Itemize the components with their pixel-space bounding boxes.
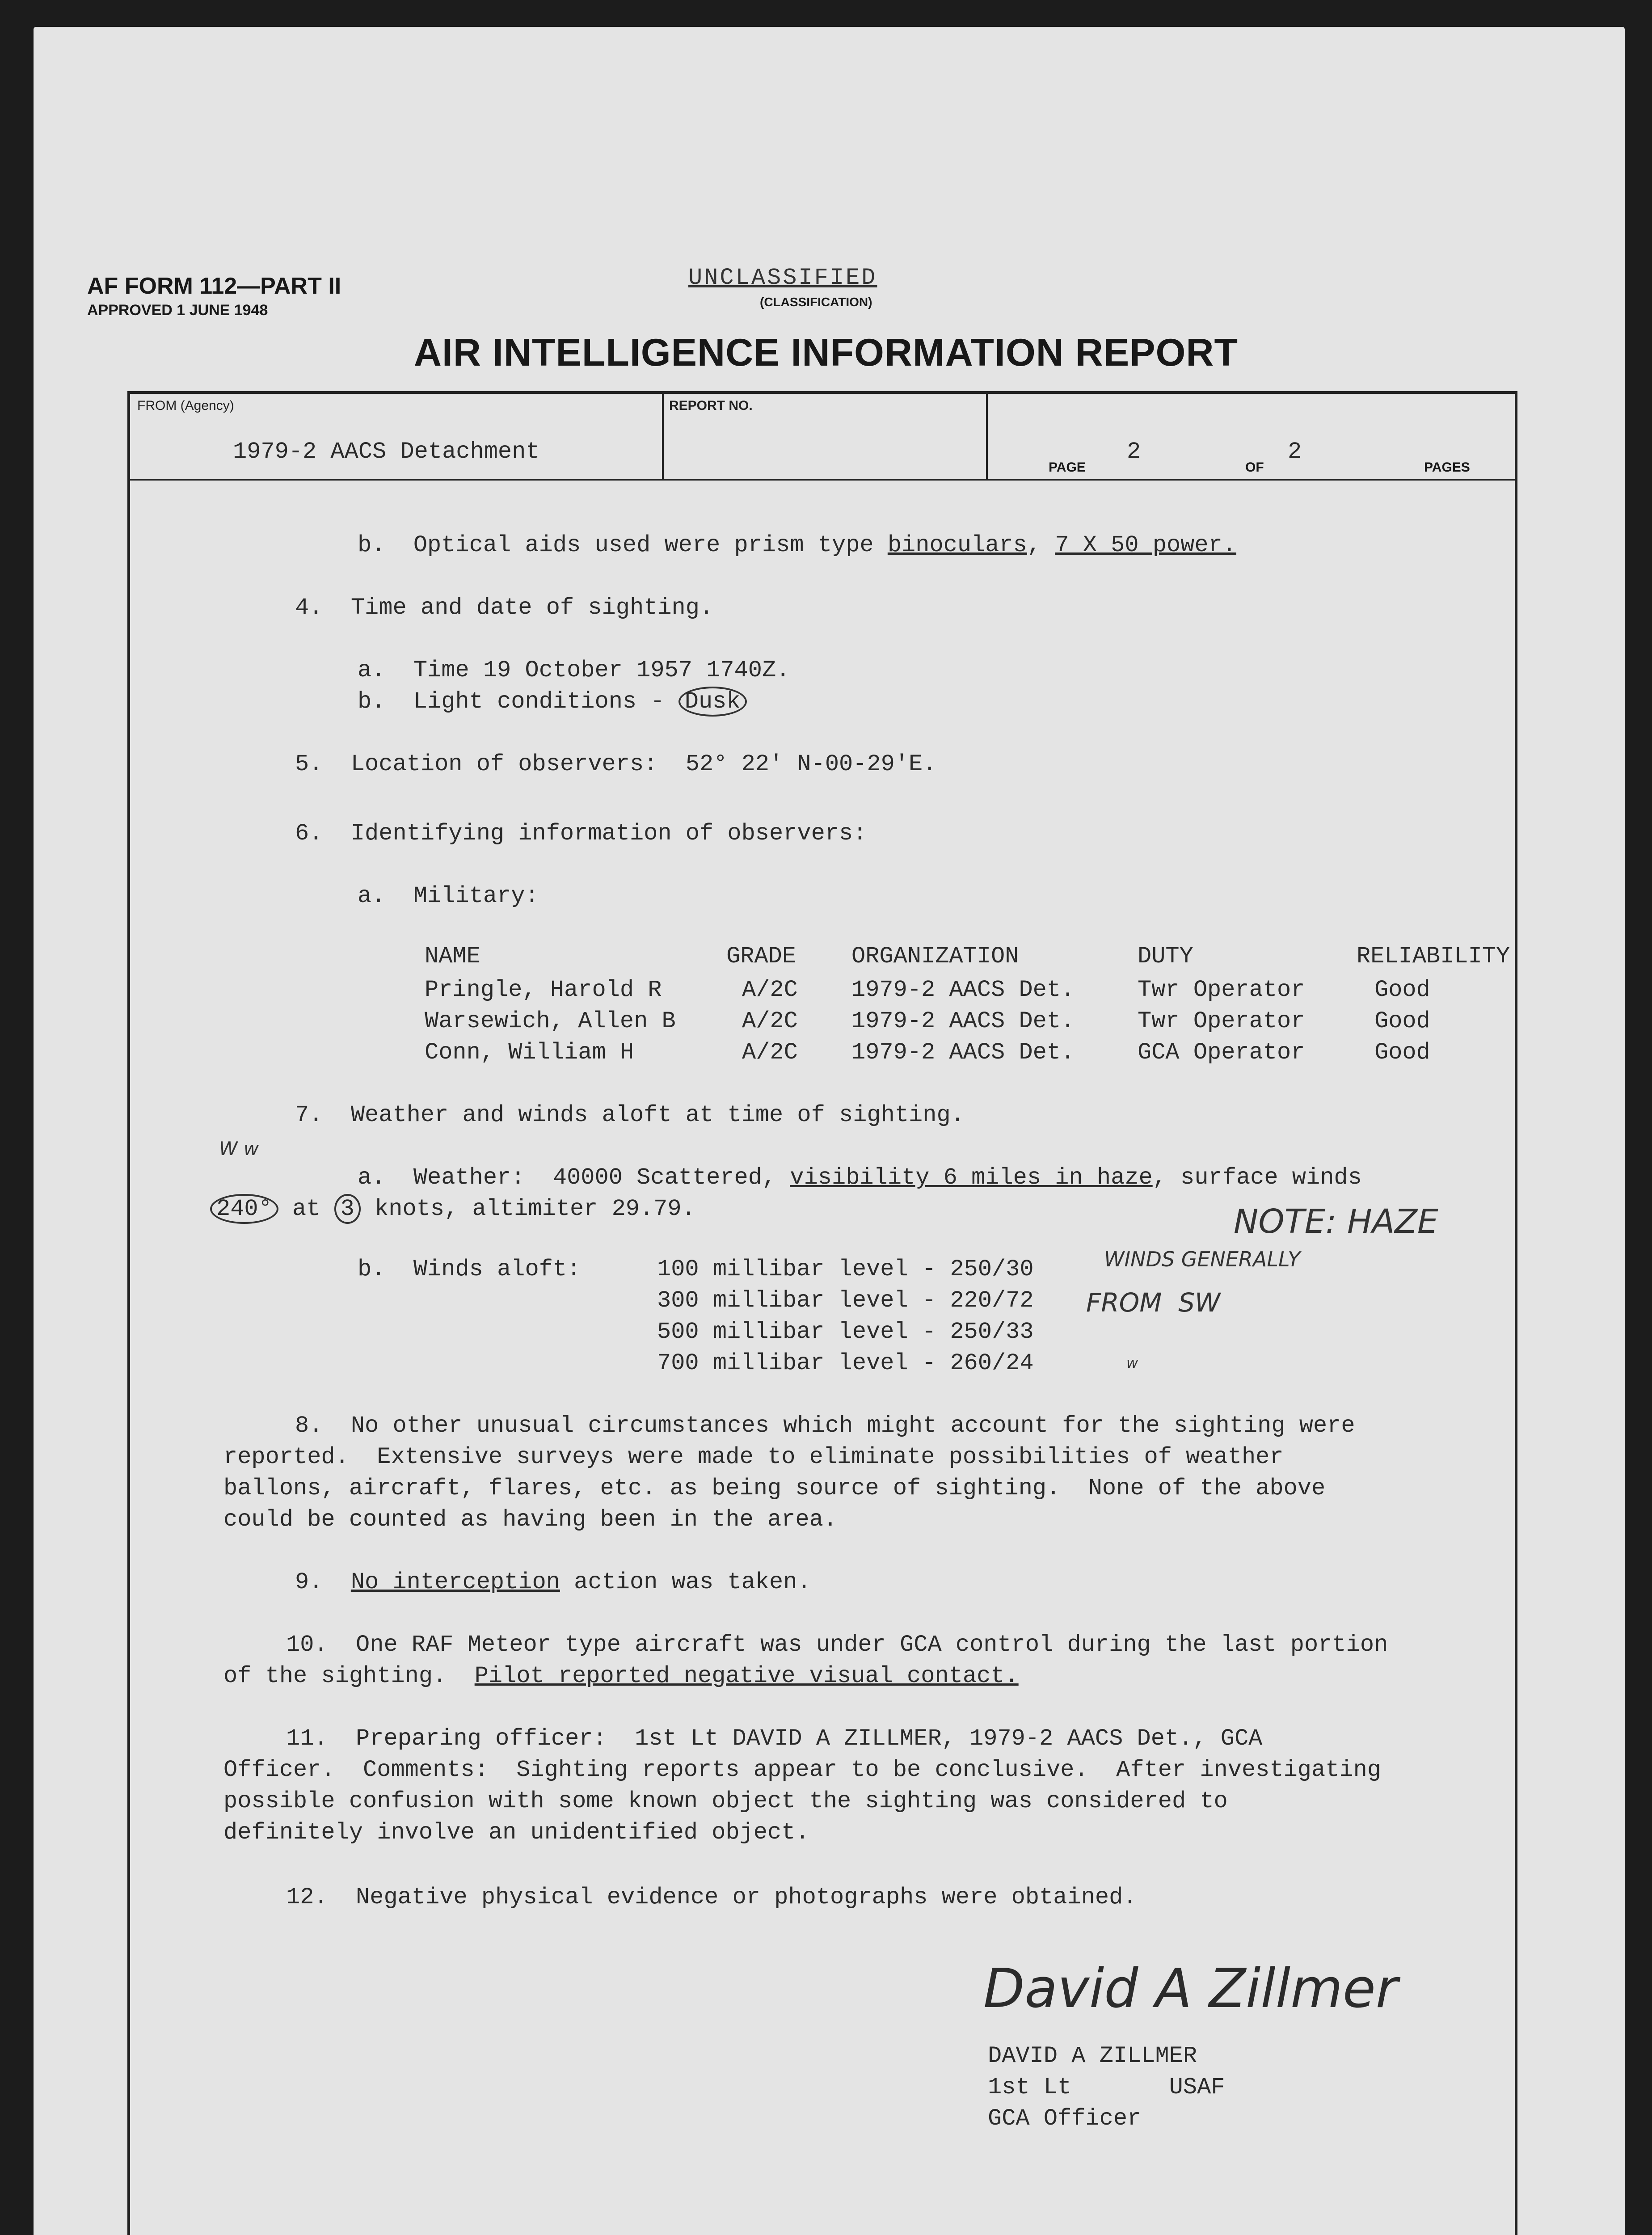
level-value: 220/72 bbox=[950, 1287, 1034, 1314]
underlined-text: visibility 6 miles in haze bbox=[790, 1164, 1153, 1191]
winds-level-row: 500 millibar level - 250/33 bbox=[657, 1319, 1034, 1345]
winds-annotation: WINDS GENERALLY bbox=[1104, 1247, 1301, 1271]
item-text: Time and date of sighting. bbox=[350, 595, 714, 621]
signature: David A Zillmer bbox=[983, 1958, 1398, 2020]
table-cell: Good bbox=[1374, 977, 1430, 1003]
item-marker: 10. bbox=[286, 1632, 328, 1658]
item-7a bbox=[358, 1164, 1362, 1191]
table-cell: 1979-2 AACS Det. bbox=[851, 977, 1075, 1003]
item-5 bbox=[295, 751, 936, 777]
table-cell: Twr Operator bbox=[1138, 977, 1305, 1003]
pages-label: PAGES bbox=[1424, 460, 1470, 475]
winds-level-row: 100 millibar level - 250/30 bbox=[657, 1256, 1034, 1282]
item-text: Location of observers: 52° 22' N-00-29'E. bbox=[350, 751, 937, 777]
item-text: action was taken. bbox=[560, 1569, 811, 1595]
classification-label-top: (CLASSIFICATION) bbox=[760, 295, 872, 309]
item-text: Preparing officer: 1st Lt DAVID A ZILLMER, 1979-2 AACS Det., GCA bbox=[356, 1725, 1263, 1752]
item-10 bbox=[286, 1632, 1388, 1658]
signer-title: GCA Officer bbox=[988, 2105, 1142, 2132]
table-header: NAME bbox=[425, 943, 480, 970]
small-annotation: w bbox=[1126, 1354, 1138, 1371]
item-marker: b. bbox=[358, 532, 386, 558]
underlined-text: Pilot reported negative visual contact. bbox=[474, 1663, 1019, 1689]
table-cell: Twr Operator bbox=[1138, 1008, 1305, 1034]
form-id: AF FORM 112—PART II bbox=[87, 273, 341, 299]
underlined-text: binoculars bbox=[887, 532, 1027, 558]
item-text: Weather and winds aloft at time of sighting. bbox=[350, 1102, 965, 1128]
signer-name: DAVID A ZILLMER bbox=[988, 2043, 1197, 2069]
report-no-label: REPORT NO. bbox=[669, 398, 753, 413]
item-text: of the sighting. bbox=[223, 1663, 475, 1689]
item-marker: 4. bbox=[295, 595, 323, 621]
item-10-line bbox=[223, 1663, 1019, 1689]
item-7b bbox=[358, 1256, 581, 1282]
header-divider bbox=[986, 394, 988, 479]
item-marker: 12. bbox=[286, 1884, 328, 1910]
item-11-line: possible confusion with some known object the sighting was considered to bbox=[223, 1788, 1228, 1814]
table-header: DUTY bbox=[1138, 943, 1193, 970]
winds-level-row: 700 millibar level - 260/24 bbox=[657, 1350, 1034, 1376]
item-12 bbox=[286, 1884, 1137, 1910]
item-text: Military: bbox=[413, 883, 539, 909]
item-text: knots, altimiter 29.79. bbox=[360, 1196, 695, 1222]
item-8-line: ballons, aircraft, flares, etc. as being source of sighting. None of the above bbox=[223, 1475, 1326, 1501]
table-cell: A/2C bbox=[742, 977, 798, 1003]
item-11-line: Officer. Comments: Sighting reports appear to be conclusive. After investigating bbox=[223, 1757, 1382, 1783]
circled-text: Dusk bbox=[678, 687, 747, 717]
total-pages: 2 bbox=[1288, 439, 1302, 465]
item-marker: a. bbox=[358, 883, 386, 909]
item-11-line: definitely involve an unidentified object. bbox=[223, 1819, 809, 1846]
item-7 bbox=[295, 1102, 965, 1128]
table-cell: Warsewich, Allen B bbox=[425, 1008, 676, 1034]
table-cell: 1979-2 AACS Det. bbox=[851, 1008, 1075, 1034]
circled-text: 3 bbox=[334, 1194, 361, 1224]
item-9 bbox=[295, 1569, 811, 1595]
table-cell: Pringle, Harold R bbox=[425, 977, 662, 1003]
item-text: Light conditions - bbox=[413, 688, 678, 715]
classification-top: UNCLASSIFIED bbox=[688, 265, 877, 291]
table-cell: GCA Operator bbox=[1138, 1039, 1305, 1066]
approved-date: APPROVED 1 JUNE 1948 bbox=[87, 302, 268, 319]
table-cell: Good bbox=[1374, 1008, 1430, 1034]
item-marker: 11. bbox=[286, 1725, 328, 1752]
level-label: 100 millibar level bbox=[657, 1256, 908, 1282]
item-4a bbox=[358, 657, 790, 683]
item-text: One RAF Meteor type aircraft was under GCA control during the last portion bbox=[356, 1632, 1388, 1658]
margin-annotation: W w bbox=[219, 1138, 259, 1160]
agency-name: 1979-2 AACS Detachment bbox=[233, 439, 540, 465]
item-3b bbox=[358, 532, 1236, 558]
item-6a bbox=[358, 883, 539, 909]
item-text: , surface winds bbox=[1152, 1164, 1362, 1191]
item-text: Winds aloft: bbox=[413, 1256, 581, 1282]
item-8-line: could be counted as having been in the area. bbox=[223, 1506, 838, 1533]
item-text: at bbox=[278, 1196, 334, 1222]
item-7a-line-2 bbox=[210, 1196, 695, 1222]
item-11 bbox=[286, 1725, 1262, 1752]
item-marker: a. bbox=[358, 657, 386, 683]
item-text: Optical aids used were prism type bbox=[413, 532, 888, 558]
page-label: PAGE bbox=[1049, 460, 1086, 475]
winds-annotation: FROM SW bbox=[1086, 1287, 1221, 1318]
table-cell: 1979-2 AACS Det. bbox=[851, 1039, 1075, 1066]
table-cell: A/2C bbox=[742, 1039, 798, 1066]
level-label: 300 millibar level bbox=[657, 1287, 908, 1314]
item-marker: 6. bbox=[295, 820, 323, 847]
item-marker: a. bbox=[358, 1164, 386, 1191]
underlined-text: 7 X 50 power. bbox=[1055, 532, 1236, 558]
item-text: Negative physical evidence or photographs were obtained. bbox=[356, 1884, 1137, 1910]
table-cell: Good bbox=[1374, 1039, 1430, 1066]
table-cell: Conn, William H bbox=[425, 1039, 634, 1066]
underlined-text: No interception bbox=[350, 1569, 560, 1595]
level-value: 250/33 bbox=[950, 1319, 1034, 1345]
table-header: RELIABILITY bbox=[1357, 943, 1510, 970]
report-header-box bbox=[127, 391, 1517, 481]
item-6 bbox=[295, 820, 867, 847]
item-4b bbox=[358, 688, 747, 715]
from-label: FROM (Agency) bbox=[137, 398, 234, 413]
header-divider bbox=[662, 394, 664, 479]
item-marker: 8. bbox=[295, 1413, 323, 1439]
item-8 bbox=[295, 1413, 1355, 1439]
level-value: 250/30 bbox=[950, 1256, 1034, 1282]
haze-annotation: NOTE: HAZE bbox=[1234, 1202, 1438, 1241]
item-text: Identifying information of observers: bbox=[350, 820, 867, 847]
level-value: 260/24 bbox=[950, 1350, 1034, 1376]
table-cell: A/2C bbox=[742, 1008, 798, 1034]
table-header: GRADE bbox=[726, 943, 796, 970]
circled-text: 240° bbox=[210, 1194, 278, 1224]
item-4 bbox=[295, 595, 713, 621]
item-marker: 9. bbox=[295, 1569, 323, 1595]
item-marker: b. bbox=[358, 1256, 386, 1282]
item-text: Weather: 40000 Scattered, bbox=[413, 1164, 790, 1191]
level-label: 700 millibar level bbox=[657, 1350, 908, 1376]
page-number: 2 bbox=[1127, 439, 1141, 465]
of-label: OF bbox=[1245, 460, 1264, 475]
item-8-line: reported. Extensive surveys were made to eliminate possibilities of weather bbox=[223, 1444, 1284, 1470]
item-marker: 7. bbox=[295, 1102, 323, 1128]
item-marker: 5. bbox=[295, 751, 323, 777]
separator: , bbox=[1027, 532, 1055, 558]
winds-level-row: 300 millibar level - 220/72 bbox=[657, 1287, 1034, 1314]
item-text: No other unusual circumstances which might account for the sighting were bbox=[350, 1413, 1355, 1439]
item-text: Time 19 October 1957 1740Z. bbox=[413, 657, 790, 683]
item-marker: b. bbox=[358, 688, 386, 715]
signer-rank: 1st Lt USAF bbox=[988, 2074, 1225, 2100]
level-label: 500 millibar level bbox=[657, 1319, 908, 1345]
table-header: ORGANIZATION bbox=[851, 943, 1019, 970]
report-title: AIR INTELLIGENCE INFORMATION REPORT bbox=[413, 331, 1239, 374]
